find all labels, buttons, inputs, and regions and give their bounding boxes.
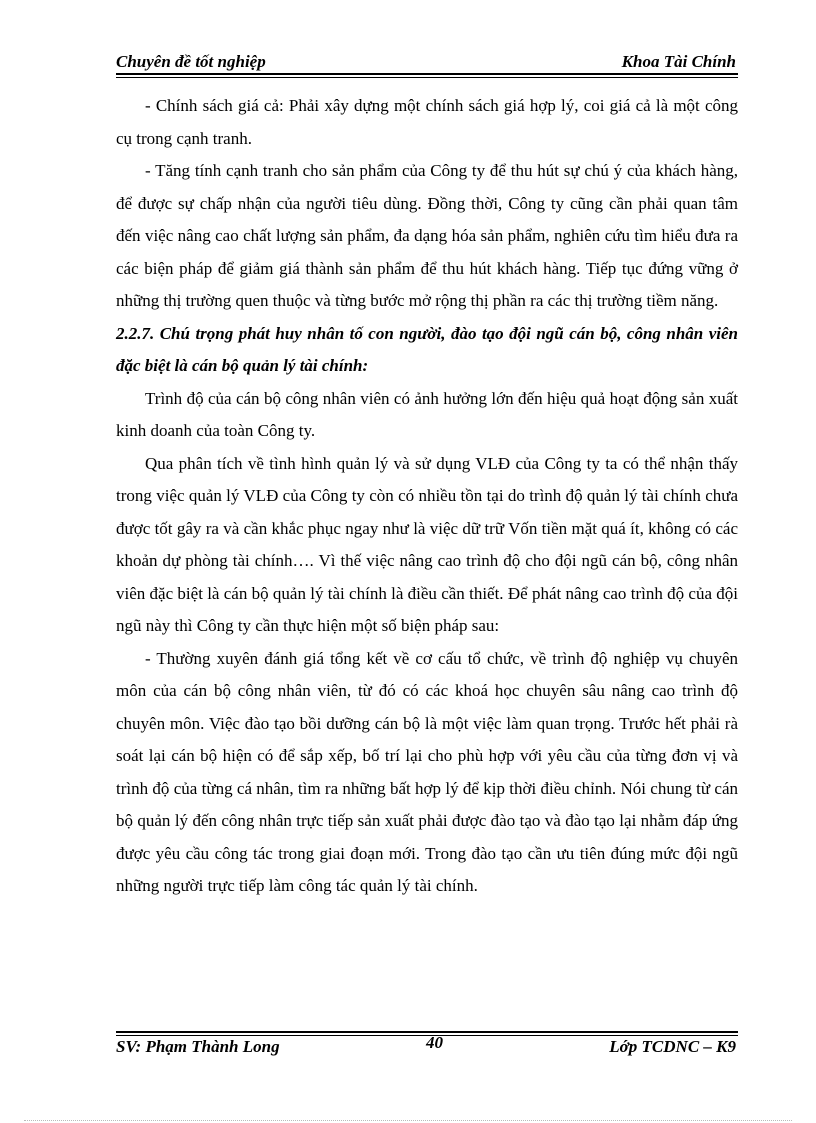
footer-student: SV: Phạm Thành Long	[116, 1037, 280, 1056]
document-body	[116, 90, 738, 903]
header-department: Khoa Tài Chính	[621, 52, 736, 71]
paragraph-pricing-policy: - Chính sách giá cả: Phải xây dựng một chính sách giá hợp lý, coi giá cả là một công cụ trong cạnh tranh.	[116, 96, 738, 148]
page-header	[116, 50, 736, 72]
page-number: 40	[426, 1033, 443, 1052]
section-heading: 2.2.7. Chú trọng phát huy nhân tố con người, đào tạo đội ngũ cán bộ, công nhân viên đặc biệt là cán bộ quản lý tài chính:	[116, 323, 738, 375]
header-rule	[116, 73, 738, 75]
page-footer	[116, 1033, 736, 1061]
paragraph-analysis: Qua phân tích về tình hình quản lý và sử dụng VLĐ của Công ty ta có thể nhận thấy trong việc quản lý VLĐ của Công ty còn có nhiều tồn tại do trình độ quản lý tài chính chưa được tốt gây ra và cần khắc phục ngay như là việc dữ trữ Vốn tiền mặt quá ít, không có các khoản dự phòng tài chính…. Vì thế việc nâng cao trình độ cho đội ngũ cán bộ, công nhân viên đặc biệt là cán bộ quản lý tài chính là điều cần thiết. Để phát nâng cao trình độ của đội ngũ này thì Công ty cần thực hiện một số biện pháp sau:	[116, 453, 738, 635]
paragraph-staff-level: Trình độ của cán bộ công nhân viên có ảnh hưởng lớn đến hiệu quả hoạt động sản xuất kinh doanh của toàn Công ty.	[116, 388, 738, 440]
paragraph-competitiveness: - Tăng tính cạnh tranh cho sản phẩm của Công ty để thu hút sự chú ý của khách hàng, để được sự chấp nhận của người tiêu dùng. Đồng thời, Công ty cũng cần phải quan tâm đến việc nâng cao chất lượng sản phẩm, đa dạng hóa sản phẩm, nghiên cứu tìm hiểu đưa ra các biện pháp để giảm giá thành sản phẩm để thu hút khách hàng. Tiếp tục đứng vững ở những thị trường quen thuộc và từng bước mở rộng thị phần ra các thị trường tiềm năng.	[116, 161, 738, 310]
page-bottom-edge	[24, 1120, 792, 1121]
header-rule-thin	[116, 77, 738, 78]
paragraph-training: - Thường xuyên đánh giá tổng kết về cơ cấu tổ chức, về trình độ nghiệp vụ chuyên môn của cán bộ công nhân viên, từ đó có các khoá học chuyên sâu nâng cao trình độ chuyên môn. Việc đào tạo bồi dưỡng cán bộ là một việc làm quan trọng. Trước hết phải rà soát lại cán bộ hiện có để sắp xếp, bố trí lại cho phù hợp với yêu cầu của từng đơn vị và trình độ của từng cá nhân, tìm ra những bất hợp lý để kịp thời điều chỉnh. Nói chung từ cán bộ quản lý đến công nhân trực tiếp sản xuất phải được đào tạo và đào tạo lại nhằm đáp ứng được yêu cầu công tác trong giai đoạn mới. Trong đào tạo cần ưu tiên đúng mức đội ngũ những người trực tiếp làm công tác quản lý tài chính.	[116, 648, 738, 895]
footer-class: Lớp TCDNC – K9	[609, 1037, 736, 1056]
header-title: Chuyên đề tốt nghiệp	[116, 52, 266, 71]
